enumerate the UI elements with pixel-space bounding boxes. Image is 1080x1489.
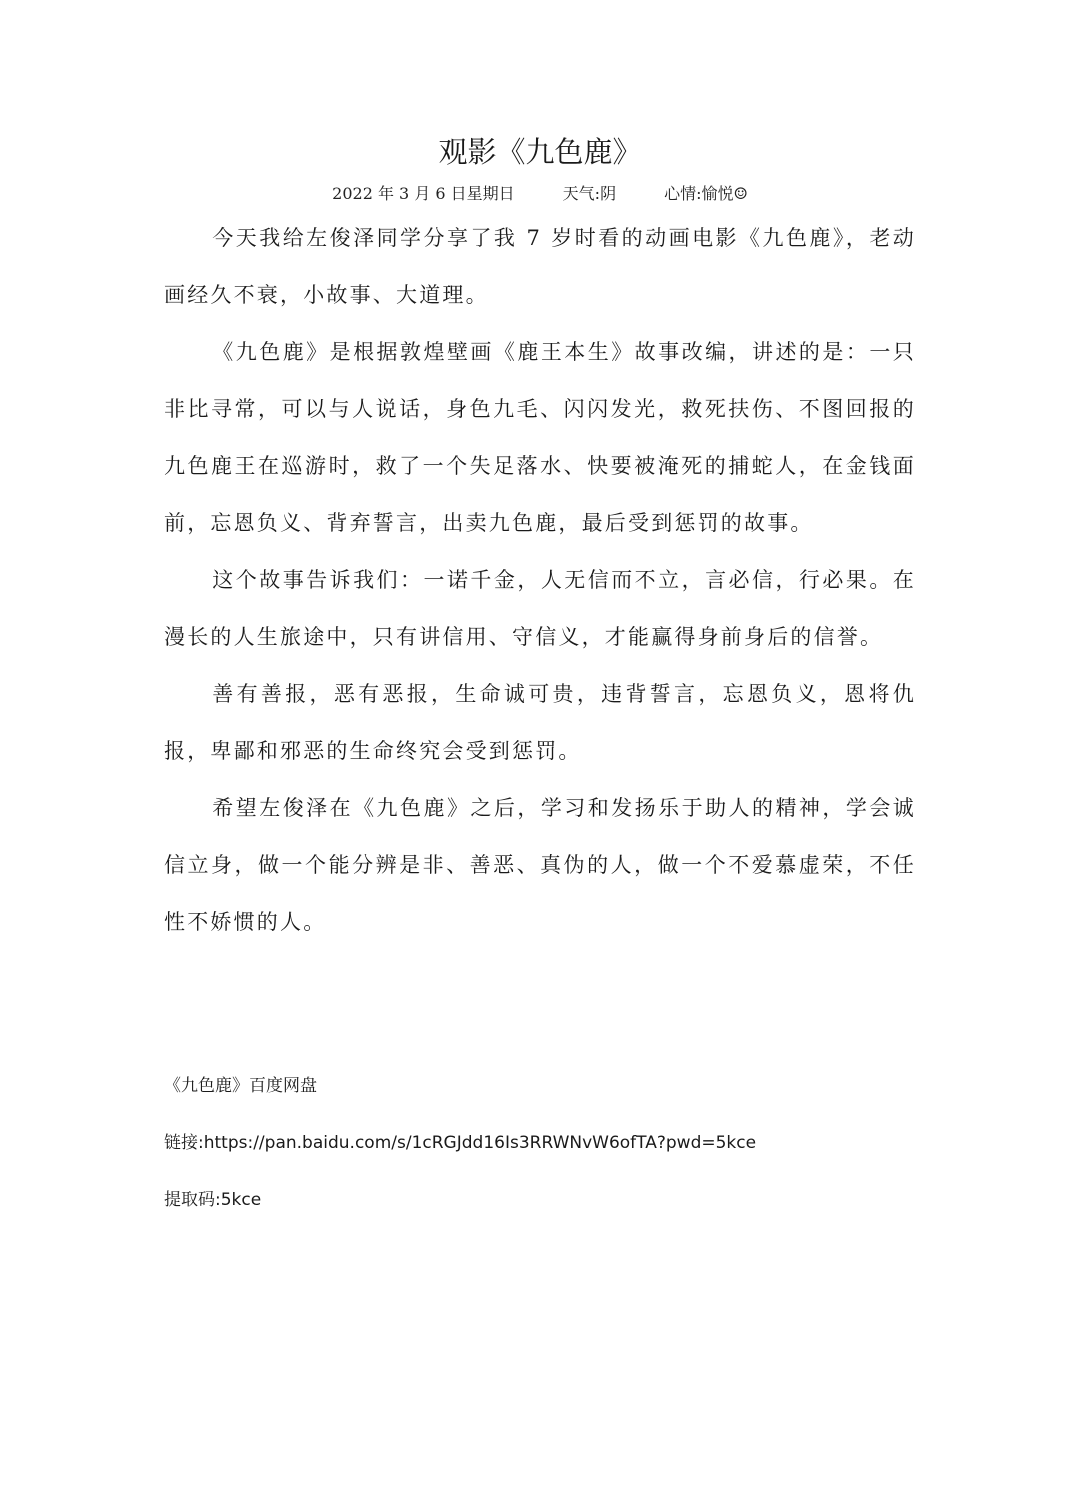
weather-text: 天气:阴 bbox=[562, 184, 617, 203]
extraction-code: 提取码:5kce bbox=[164, 1190, 262, 1210]
date-weather-mood-line bbox=[0, 182, 1080, 206]
paragraph-hope: 希望左俊泽在《九色鹿》之后，学习和发扬乐于助人的精神，学会诚信立身，做一个能分辨是非、善恶、真伪的人，做一个不爱慕虚荣，不任性不娇惯的人。 bbox=[164, 796, 916, 934]
share-heading: 《九色鹿》百度网盘 bbox=[164, 1076, 317, 1096]
mood-text: 心情:愉悦☺ bbox=[664, 184, 748, 203]
share-link[interactable]: 链接:https://pan.baidu.com/s/1cRGJdd16Is3RRWNvW6ofTA?pwd=5kce bbox=[164, 1133, 757, 1153]
paragraph-intro: 今天我给左俊泽同学分享了我 7 岁时看的动画电影《九色鹿》，老动画经久不衰，小故事、大道理。 bbox=[164, 226, 916, 307]
paragraph-karma: 善有善报，恶有恶报，生命诚可贵，违背誓言，忘恩负义，恩将仇报，卑鄙和邪恶的生命终究会受到惩罚。 bbox=[164, 682, 916, 763]
share-links-section bbox=[164, 1068, 984, 1239]
article-body bbox=[164, 210, 916, 951]
page-title: 观影《九色鹿》 bbox=[438, 135, 642, 169]
paragraph-synopsis: 《九色鹿》是根据敦煌壁画《鹿王本生》故事改编，讲述的是：一只非比寻常，可以与人说话，身色九毛、闪闪发光，救死扶伤、不图回报的九色鹿王在巡游时，救了一个失足落水、快要被淹死的捕蛇人，在金钱面前，忘恩负义、背弃誓言，出卖九色鹿，最后受到惩罚的故事。 bbox=[164, 340, 916, 535]
date-text: 2022 年 3 月 6 日星期日 bbox=[332, 184, 515, 203]
paragraph-lesson: 这个故事告诉我们：一诺千金，人无信而不立，言必信，行必果。在漫长的人生旅途中，只有讲信用、守信义，才能赢得身前身后的信誉。 bbox=[164, 568, 916, 649]
